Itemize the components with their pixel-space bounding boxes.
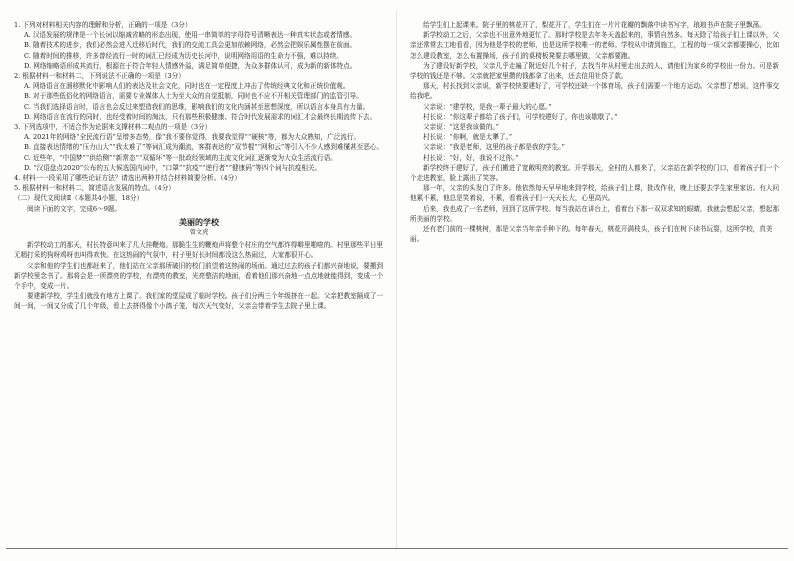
story-paragraph: 父亲和他的学生们也都赶来了，他们站在父亲那所破旧的校门前望着这热闹的场面。通过过去的孩子们都兴奋地说，要搬到新学校里念书了。那将会是一所漂亮的学校，有漂亮的教室，光亮整洁的地面，看着他们那兴奋地一点点地就能得到，变成一个个手中，变成一片。	[14, 261, 384, 291]
story-paragraph: 为了建设好新学校，父亲几乎走遍了附近好几个村子，去找当年从村里走出去的人，请他们为家乡的学校出一份力。可是新学校的钱还是不够。父亲就把家里攒的钱都拿了出来，还去信用社贷了款。	[410, 61, 780, 81]
question-3-option-c: C. 近些年，“中国梦”“供给侧”“新常态”“双循环”等一批政经领域的主流文化词汇逐渐变为大众生活流行语。	[24, 153, 337, 162]
dialogue-line: 村长说：“好，好，我说不过你。”	[423, 153, 519, 162]
question-1-option-b: B. 随着技术的进步，我们必然会进入迁移后时代，我们的交流工具会更加依赖网络，必然会把娱乐属性摆在前面。	[24, 41, 357, 50]
reading-instruction: 阅读下面的文字，完成6～9题。	[27, 204, 122, 213]
section-heading: （二）现代文阅读Ⅱ（本题共4小题，18分）	[14, 194, 144, 203]
story-paragraph: 新学校动工的那天，村长特意叫来了几大挂鞭炮。那脆生生的鞭炮声将整个村庄的空气都炸得噼里啪啦的。村里那些平日里无精打采的狗呀鸡呀也叫得欢快。在这热闹的气氛中，村子里好长时间都没这么热闹过，大家都很开心。	[14, 241, 384, 260]
question-1-option-a: A. 汉语发展的规律是一个长词以缩减省略的形态出现，使用一串简单的字母符号清晰表达一种真实状态或者情感。	[24, 31, 357, 40]
story-paragraph: 还有老门前的一棵桃树，那是父亲当年亲手种下的。每年春天，桃花开满枝头，孩子们在树下读书玩耍，这所学校，真美丽。	[410, 225, 773, 244]
story-paragraph: 给学生们上起课来。院子里的桃花开了，梨花开了，学生们在一片片花瓣的飘落中读书写字，琅琅书声在院子里飘荡。	[423, 21, 766, 29]
question-2-option-d: D. 网络语言在流行的同时，也经受着时间的淘汰，只有那些积极健康、符合时代发展需求的词汇才会最终长期流传下去。	[24, 112, 377, 121]
story-paragraph: 那天，村长找到父亲说，新学校快要建好了，可学校还缺一个体育场，孩子们需要一个地方运动。父亲想了想说，这件事交给我吧。	[410, 82, 780, 101]
question-1-option-c: C. 随着时间的推移，许多曾经流行一时的词汇已经成为历史长河中，说明网络用语的生命力不强，难以持续。	[24, 51, 343, 60]
column-divider	[396, 10, 397, 550]
question-4: 4. 材料一一段采用了哪些论证方法？请选出两种并结合材料简要分析。（4分）	[14, 174, 241, 183]
story-title: 美丽的学校	[179, 216, 219, 227]
question-2-option-c: C. 当我们选择语言时，语言也会反过来塑造我们的思维，影响我们的文化内涵甚至思想深度，所以语言本身具有力量。	[24, 102, 370, 111]
story-paragraph: 后来，我也成了一名老师，回到了这所学校。每当我站在讲台上，看着台下那一双双求知的眼睛，我就会想起父亲，想起那所美丽的学校。	[410, 204, 780, 223]
question-3-option-d: D. “汉语盘点2020”公布的五大候选国内词中，“口罩”“抗疫”“逆行者”“健康码”等四个词与抗疫相关。	[24, 163, 322, 172]
question-2-option-a: A. 网络语言在溜移默化中影响人们的表达及社会文化，同时也在一定程度上冲击了传统经典文化和正统价值观。	[24, 82, 350, 91]
question-1-stem: 1. 下列对材料相关内容的理解和分析，正确的一项是（3分）	[14, 21, 192, 29]
question-3-stem: 3. 下列选项中，不适合作为论据来支撑材料二观点的一项是（3分）	[14, 123, 212, 132]
dialogue-line: 父亲说：“我是老师，这里的孩子都是我的学生。”	[423, 143, 565, 152]
question-1-option-d: D. 网络缩略语形成其流行，根源在于符合年轻人情感外溢，满足简单便捷，为众多群体认可，成为新的新体特点。	[24, 61, 357, 70]
dialogue-line: 村长说：“你啊，就是太犟了。”	[423, 133, 513, 142]
story-paragraph: 新学校终于建好了，孩子们搬进了宽敞明亮的教室。开学那天，全村的人都来了，父亲站在新学校的门口，看着孩子们一个个走进教室，脸上露出了笑容。	[410, 163, 780, 183]
question-3-option-b: B. 直接表达情绪的“压力山大”“我太难了”等词汇成为潮流，客群表达的“双节棍”“网和云”等引入不少人感到难懂甚至恶心。	[24, 143, 384, 152]
question-2-stem: 2. 根据材料一和材料二，下列说法不正确的一项是（3分）	[14, 72, 185, 81]
page-bottom-rule	[6, 548, 788, 549]
question-5: 5. 根据材料一和材料二，简述语言发展的特点。（4分）	[14, 184, 175, 193]
question-2-option-b: B. 对于那些低俗化的网络语言，需要专业媒体人士为至大众的自觉抵制，同时也不应不开相关管理部门的监管引导。	[24, 92, 363, 101]
story-author: 曾文虎	[189, 229, 209, 237]
dialogue-line: 父亲说：“建学校，是我一辈子最大的心愿。”	[423, 102, 552, 111]
story-paragraph: 那一年，父亲的头发白了许多。他依然每天早早地来到学校，给孩子们上课，批改作业，晚上还要去学生家里家访。有人问他累不累，他总是笑着说，不累，看着孩子们一天天长大，心里高兴。	[410, 184, 780, 203]
question-3-option-a: A. 2021年的网络“全民流行语”呈增多态势，像“我不要你觉得，我要我觉得”“硬核”等，都为大众熟知，广泛流行。	[24, 133, 361, 142]
dialogue-line: 父亲说：“这是我该做的。”	[423, 123, 499, 132]
story-paragraph: 要建新学校，学生们就没有地方上课了。我们家的堂屋成了临时学校。孩子们分两三个年级挤在一起。父亲把教室隔成了一间一间，一间又分成了几个年级，看上去挤得像个小鸽子笼，每次天气变好，父亲会带着学生去院子里上课。	[14, 292, 384, 311]
left-column	[14, 20, 384, 540]
dialogue-line: 村长说：“你这辈子都给了孩子们，可学校建好了，你也该歇歇了。”	[423, 112, 618, 121]
story-paragraph: 新学校动工之后，父亲也不出意外地更忙了。那时学校是去年冬天盖起来的，事情自然多。每天除了给孩子们上课以外，父亲还常常去工地看看，因为他是学校的老师，也是这所学校唯一的老师。学校从申请到施工，工程的每一项父亲都要操心，比如怎么建设教室，怎么布置操场，孩子们的桌椅板凳要去哪里做，父亲都要跑。	[410, 31, 780, 60]
right-column	[410, 20, 782, 540]
